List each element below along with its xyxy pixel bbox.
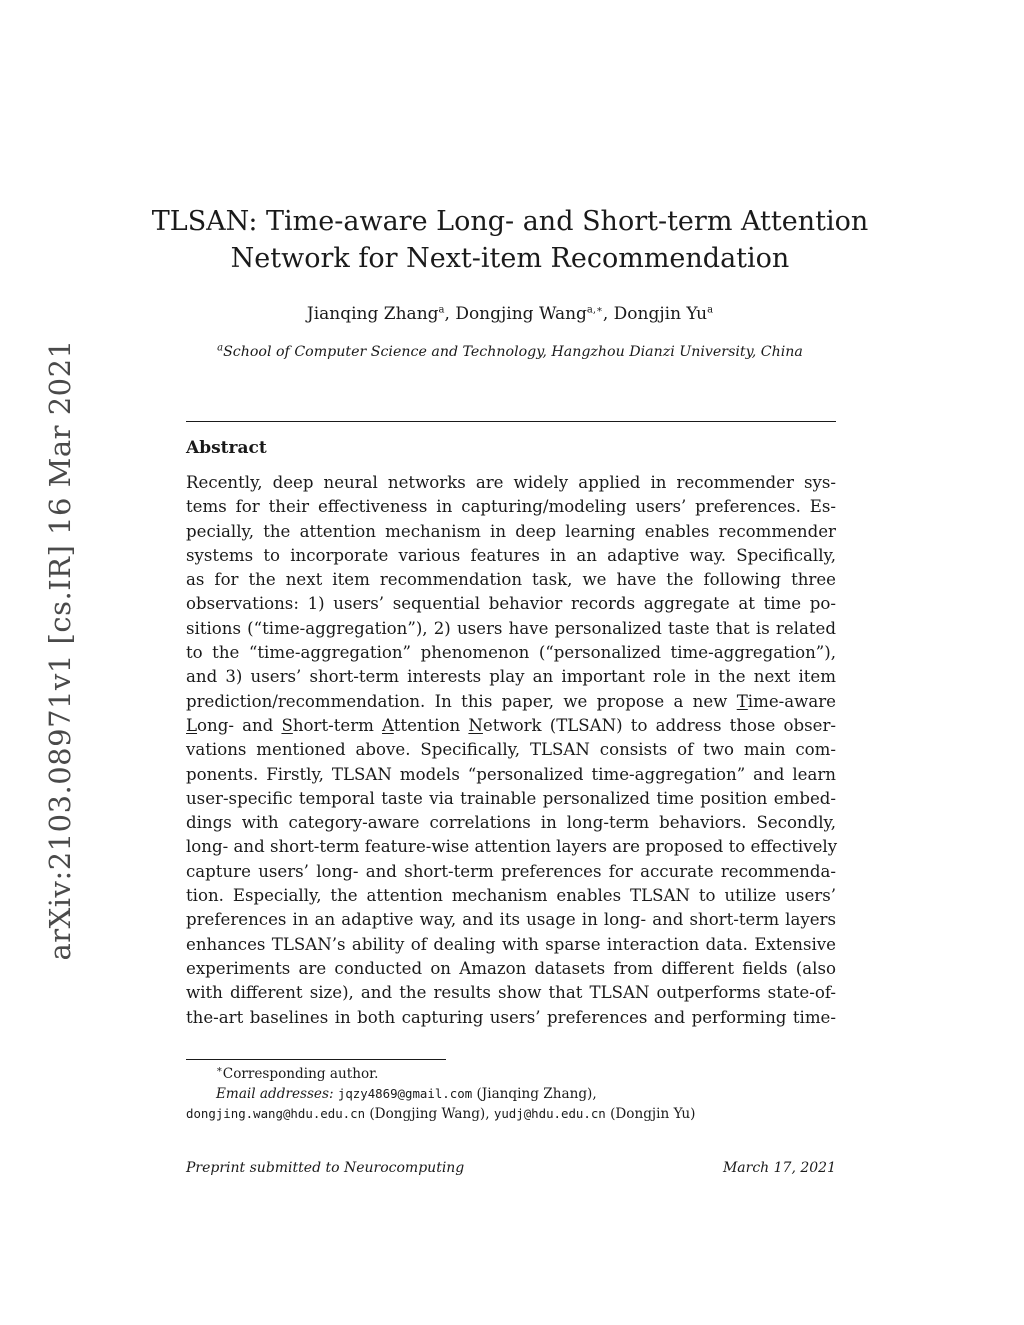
abstract-line: preferences in an adaptive way, and its usage in long- and short-term layers [186,910,836,930]
email-note-continued [186,1104,836,1124]
abstract-line: capture users’ long- and short-term preferences for accurate recommenda- [186,861,836,881]
abstract-line: and 3) users’ short-term interests play an important role in the next item [186,667,836,687]
email-note [186,1084,836,1104]
footnote-text: Corresponding author. [222,1066,379,1082]
abstract-text: hort-term [292,715,383,735]
affiliation-mark: a [707,304,714,316]
arxiv-identifier: arXiv:2103.08971v1 [cs.IR] 16 Mar 2021 [43,339,77,961]
abstract-line: observations: 1) users’ sequential behavior records aggregate at time po- [186,594,836,614]
email-owner: (Dongjing Wang), [365,1106,494,1122]
abstract-line: experiments are conducted on Amazon datasets from different fields (also [186,958,836,978]
author-separator: , [444,304,456,324]
abstract-line: the-art baselines in both capturing users’ preferences and performing time- [186,1007,836,1027]
affiliation [150,344,870,360]
affiliation-mark: a [438,304,445,316]
abstract-line: to the “time-aggregation” phenomenon (“personalized time-aggregation”), [186,643,836,663]
submission-note: Preprint submitted to Neurocomputing [186,1160,465,1176]
email-link[interactable]: dongjing.wang@hdu.edu.cn [186,1106,366,1121]
abstract-line: sitions (“time-aggregation”), 2) users have personalized taste that is related [186,618,836,638]
footer-date: March 17, 2021 [722,1160,836,1176]
abstract-line: long- and short-term feature-wise attention layers are proposed to effectively [186,837,838,857]
footnote-mark: ∗ [216,1064,223,1076]
abstract-line: vations mentioned above. Specifically, TLSAN consists of two main com- [186,740,836,760]
author-name: Dongjin Yu [613,304,708,324]
abstract-body [186,471,836,1030]
acronym-letter: N [468,715,483,735]
abstract-line: Recently, deep neural networks are widely applied in recommender sys- [186,473,836,492]
abstract-top-rule [186,421,836,422]
author-name: Dongjing Wang [455,304,587,324]
abstract-line: enhances TLSAN’s ability of dealing with sparse interaction data. Extensive [186,934,836,954]
email-link[interactable]: jqzy4869@gmail.com [337,1086,473,1101]
corresponding-author-note [186,1065,836,1084]
abstract-line: pecially, the attention mechanism in deep learning enables recommender [186,521,836,541]
acronym-letter: A [382,715,394,735]
acronym-letter: S [281,715,293,735]
abstract-line: dings with category-aware correlations in long-term behaviors. Secondly, [186,813,836,833]
acronym-letter: T [736,691,748,711]
abstract-line: tems for their effectiveness in capturing/modeling users’ preferences. Es- [186,497,836,517]
author-separator: , [602,304,614,324]
abstract-line: tion. Especially, the attention mechanism enables TLSAN to utilize users’ [186,886,836,906]
abstract-line [186,714,836,738]
abstract-heading: Abstract [186,438,267,458]
abstract-line: systems to incorporate various features in an adaptive way. Specifically, [186,545,836,565]
abstract-line: as for the next item recommendation task, we have the following three [186,570,836,590]
abstract-line: ponents. Firstly, TLSAN models “personalized time-aggregation” and learn [186,764,836,784]
author-list [200,304,820,324]
abstract-text: etwork (TLSAN) to address those obser- [482,715,836,735]
email-label: Email addresses: [216,1086,334,1102]
email-link[interactable]: yudj@hdu.edu.cn [493,1106,606,1121]
abstract-line: user-specific temporal taste via trainable personalized time position embed- [186,788,836,808]
title-line-2: Network for Next-item Recommendation [230,243,790,274]
abstract-text: ttention [393,715,469,735]
abstract-text: prediction/recommendation. In this paper, we propose a new [186,691,737,711]
abstract-line: with different size), and the results show that TLSAN outperforms state-of- [186,983,836,1003]
email-owner: (Dongjin Yu) [605,1106,696,1122]
abstract-text: ong- and [197,715,282,735]
paper-title [150,203,870,277]
author-name: Jianqing Zhang [306,304,439,324]
email-owner: (Jianqing Zhang), [472,1086,597,1102]
abstract-line [186,690,836,714]
affiliation-mark: a [217,342,224,354]
acronym-letter: L [186,715,198,735]
footnotes [186,1065,836,1124]
footnote-rule [186,1059,446,1060]
affiliation-mark: a,∗ [586,304,603,316]
title-line-1: TLSAN: Time-aware Long- and Short-term Attention [151,206,869,237]
abstract-text: ime-aware [747,691,836,711]
affiliation-text: School of Computer Science and Technology, Hangzhou Dianzi University, China [223,344,803,360]
